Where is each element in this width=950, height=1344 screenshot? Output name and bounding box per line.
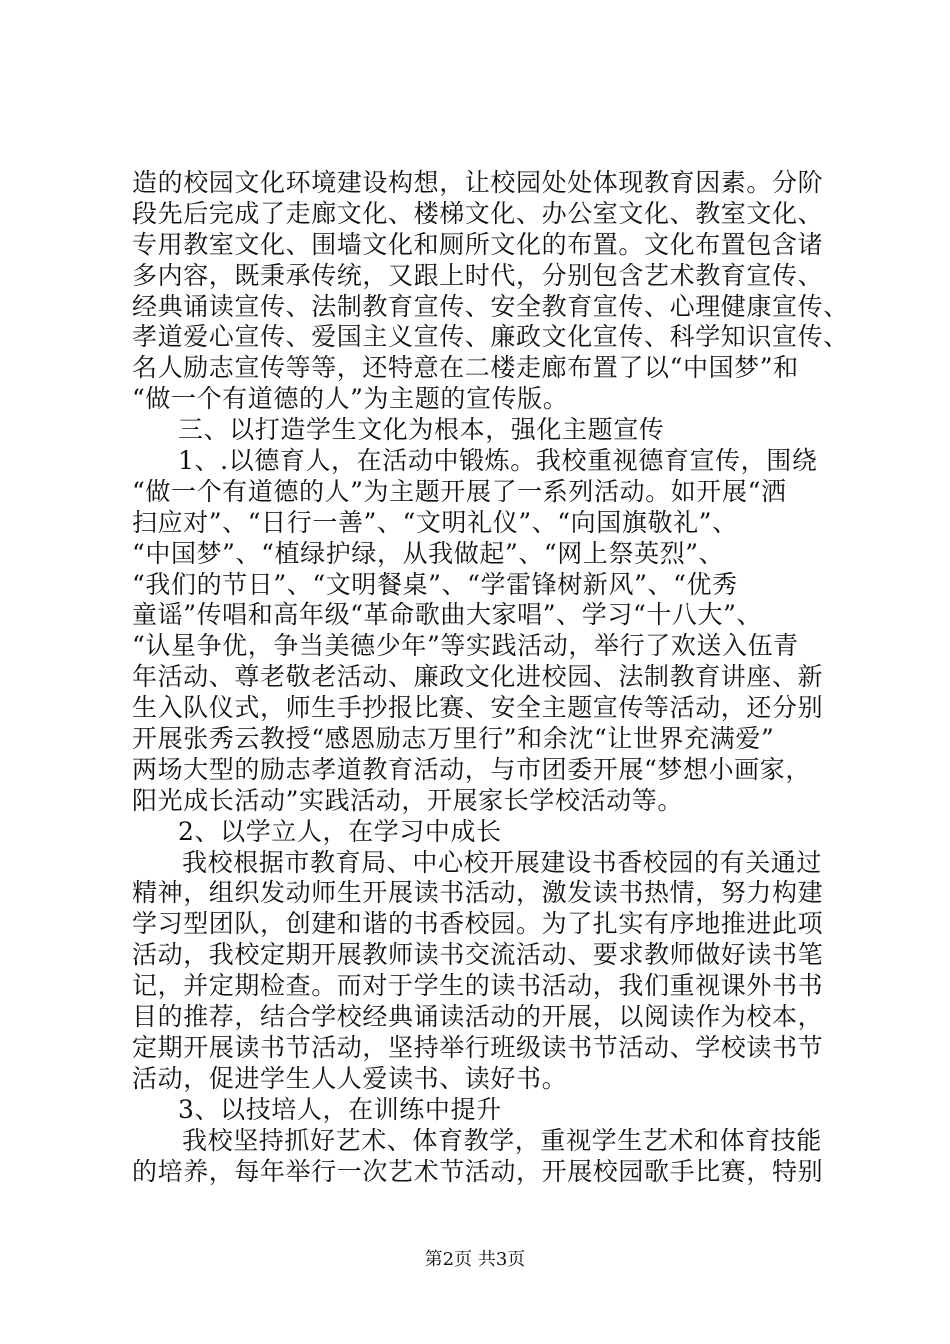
text-line: 精神，组织发动师生开展读书活动，激发读书热情，努力构建	[132, 878, 824, 908]
text-line: 扫应对”、“日行一善”、“文明礼仪”、“向国旗敬礼”、	[132, 507, 738, 537]
text-line: 造的校园文化环境建设构想，让校园处处体现教育因素。分阶	[132, 168, 824, 197]
text-line: “做一个有道德的人”为主题开展了一系列活动。如开展“洒	[132, 476, 787, 506]
section-heading: 三、以打造学生文化为根本，强化主题宣传	[178, 415, 665, 445]
text-line: 活动，促进学生人人爱读书、读好书。	[132, 1063, 568, 1093]
text-line: 年活动、尊老敬老活动、廉政文化进校园、法制教育讲座、新	[132, 662, 824, 692]
paragraph-start-line: 我校根据市教育局、中心校开展建设书香校园的有关通过	[182, 847, 823, 877]
text-line: 的培养，每年举行一次艺术节活动，开展校园歌手比赛，特别	[132, 1156, 824, 1186]
text-line: 名人励志宣传等等，还特意在二楼走廊布置了以“中国梦”和	[132, 353, 799, 383]
text-line: 专用教室文化、围墙文化和厕所文化的布置。文化布置包含诸	[132, 229, 824, 259]
subsection-heading: 1、.以德育人，在活动中锻炼。我校重视德育宣传，围绕	[178, 446, 818, 476]
text-line: “认星争优，争当美德少年”等实践活动，举行了欢送入伍青	[132, 631, 799, 661]
text-line: 孝道爱心宣传、爱国主义宣传、廉政文化宣传、科学知识宣传、	[132, 322, 849, 352]
text-line: “我们的节日”、“文明餐桌”、“学雷锋树新风”、“优秀	[132, 569, 738, 599]
text-line: “做一个有道德的人”为主题的宣传版。	[132, 384, 569, 414]
text-line: 记，并定期检查。而对于学生的读书活动，我们重视课外书书	[132, 971, 824, 1001]
text-line: 阳光成长活动”实践活动，开展家长学校活动等。	[132, 785, 683, 815]
text-line: 两场大型的励志孝道教育活动，与市团委开展“梦想小画家，	[132, 754, 811, 784]
text-line: 多内容，既秉承传统，又跟上时代，分别包含艺术教育宣传、	[132, 260, 824, 290]
text-line: “中国梦”、“植绿护绿，从我做起”、“网上祭英烈”、	[132, 538, 725, 568]
document-body	[132, 168, 849, 1187]
page-footer: 第2页 共3页	[424, 1249, 526, 1270]
text-line: 学习型团队，创建和谐的书香校园。为了扎实有序地推进此项	[132, 909, 824, 939]
subsection-heading: 2、以学立人，在学习中成长	[178, 816, 502, 846]
text-line: 开展张秀云教授“感恩励志万里行”和余沈“让世界充满爱”	[132, 724, 775, 754]
text-line: 童谣”传唱和高年级“革命歌曲大家唱”、学习“十八大”、	[132, 600, 763, 630]
text-line: 生入队仪式，师生手抄报比赛、安全主题宣传等活动，还分别	[132, 693, 824, 723]
paragraph-start-line: 我校坚持抓好艺术、体育教学，重视学生艺术和体育技能	[182, 1125, 823, 1155]
text-line: 活动，我校定期开展教师读书交流活动、要求教师做好读书笔	[132, 940, 824, 970]
text-line: 段先后完成了走廊文化、楼梯文化、办公室文化、教室文化、	[132, 198, 824, 228]
text-line: 定期开展读书节活动，坚持举行班级读书节活动、学校读书节	[132, 1032, 824, 1062]
text-line: 经典诵读宣传、法制教育宣传、安全教育宣传、心理健康宣传、	[132, 291, 849, 321]
text-line: 目的推荐，结合学校经典诵读活动的开展，以阅读作为校本，	[132, 1002, 824, 1032]
subsection-heading: 3、以技培人，在训练中提升	[178, 1094, 502, 1124]
